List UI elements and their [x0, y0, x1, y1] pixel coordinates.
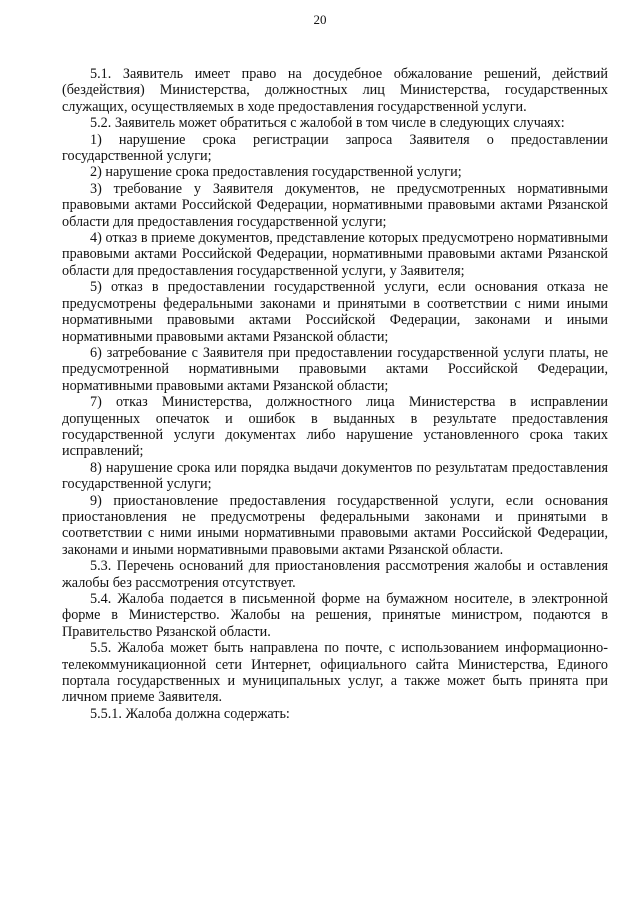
- list-item-6: 6) затребование с Заявителя при предоставлении государственной услуги платы, не предусмотренной нормативными правовыми актами Российской Федерации, нормативными правовыми актами Рязанской области;: [62, 344, 608, 394]
- list-item-7: 7) отказ Министерства, должностного лица Министерства в исправлении допущенных опечаток и ошибок в выданных в результате предоставления государственной услуги документах либо нарушение установленного срока таких исправлений;: [62, 394, 608, 460]
- page-number: 20: [313, 12, 327, 27]
- paragraph-5-3: 5.3. Перечень оснований для приостановления рассмотрения жалобы и оставления жалобы без рассмотрения отсутствует.: [62, 558, 608, 591]
- paragraph-5-2: 5.2. Заявитель может обратиться с жалобой в том числе в следующих случаях:: [90, 115, 565, 132]
- paragraph-5-1: 5.1. Заявитель имеет право на досудебное обжалование решений, действий (бездействия) Министерства, должностных лиц Министерства, государственных служащих, осуществляемых в ходе предоставления государственной услуги.: [62, 66, 608, 115]
- paragraph-5-5-1: 5.5.1. Жалоба должна содержать:: [90, 705, 290, 722]
- list-item-1: 1) нарушение срока регистрации запроса Заявителя о предоставлении государственной услуги;: [62, 131, 608, 165]
- list-item-8: 8) нарушение срока или порядка выдачи документов по результатам предоставления государственной услуги;: [62, 459, 608, 493]
- list-item-3: 3) требование у Заявителя документов, не предусмотренных нормативными правовыми актами Российской Федерации, нормативными правовыми актами Рязанской области для предоставления государственной услуги;: [62, 180, 608, 230]
- document-body: [62, 66, 608, 722]
- list-item-5: 5) отказ в предоставлении государственной услуги, если основания отказа не предусмотрены федеральными законами и принятыми в соответствии с ними иными нормативными правовыми актами Российской Федерации, законами и иными нормативными правовыми актами Рязанской области;: [62, 279, 608, 345]
- paragraph-5-4: 5.4. Жалоба подается в письменной форме на бумажном носителе, в электронной форме в Министерство. Жалобы на решения, принятые министром, подаются в Правительство Рязанской области.: [62, 591, 608, 640]
- list-item-2: 2) нарушение срока предоставления государственной услуги;: [90, 164, 462, 181]
- list-item-4: 4) отказ в приеме документов, представление которых предусмотрено нормативными правовыми актами Российской Федерации, нормативными правовыми актами Рязанской области для предоставления государственной услуги, у Заявителя;: [62, 230, 608, 279]
- paragraph-5-5: 5.5. Жалоба может быть направлена по почте, с использованием информационно-телекоммуникационной сети Интернет, официального сайта Министерства, Единого портала государственных и муниципальных услуг, а также может быть принята при личном приеме Заявителя.: [62, 640, 608, 706]
- list-item-9: 9) приостановление предоставления государственной услуги, если основания приостановления не предусмотрены федеральными законами и принятыми в соответствии с ними иными нормативными правовыми актами Российской Федерации, законами и иными нормативными правовыми актами Рязанской области.: [62, 492, 608, 558]
